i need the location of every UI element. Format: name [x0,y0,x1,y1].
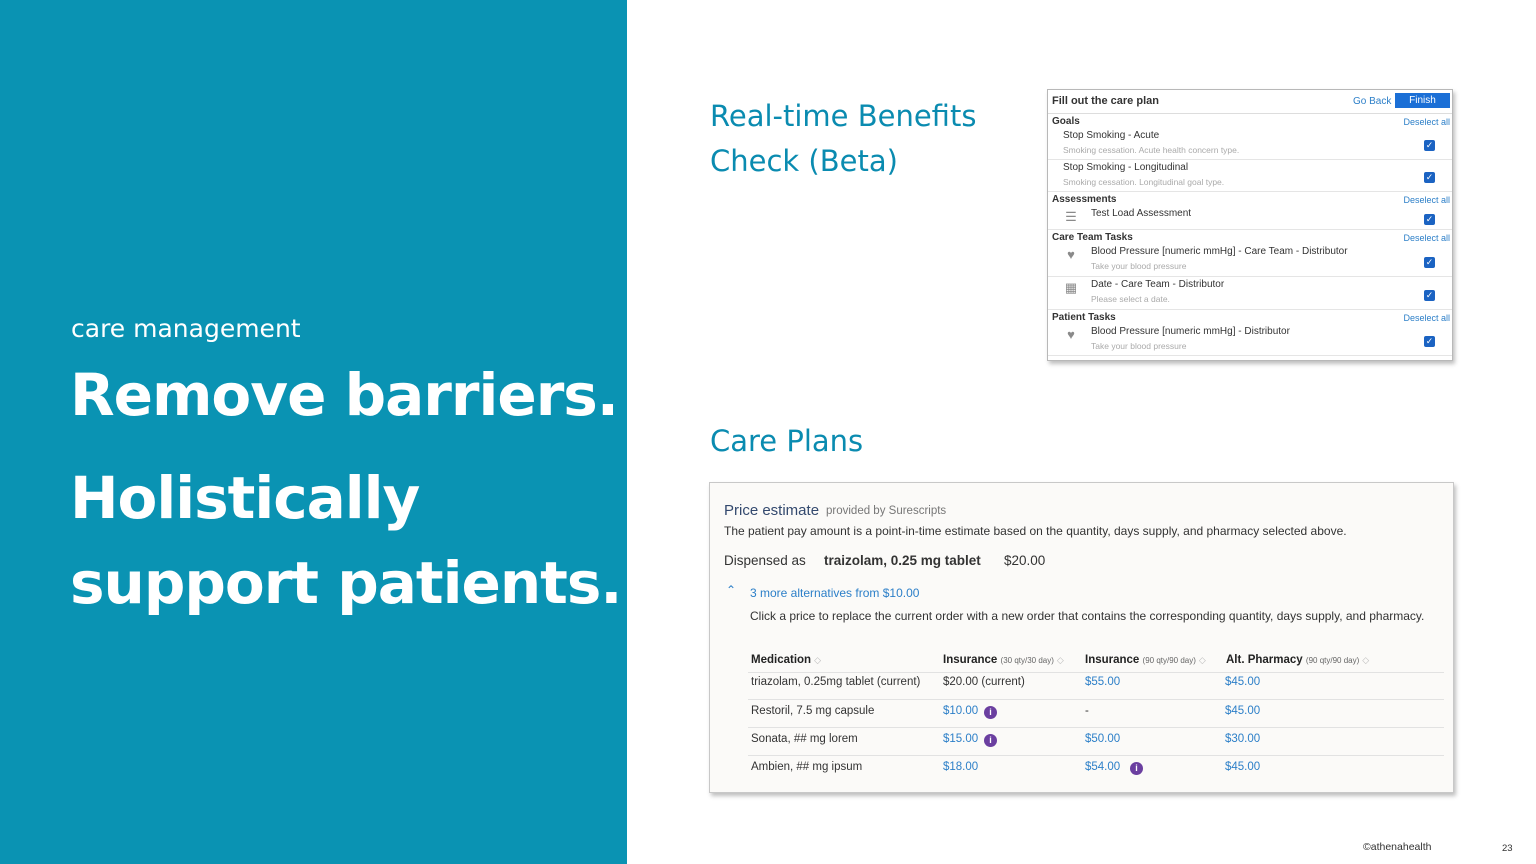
care-plan-item[interactable] [1048,277,1452,310]
care-plan-group-header [1048,310,1452,324]
table-row-divider [748,699,1444,700]
heart-icon: ♥ [1067,327,1075,342]
group-name: Care Team Tasks [1052,232,1133,243]
table-cell-ins30: $20.00 (current) [943,676,1025,688]
table-cell-ins90[interactable]: $54.00 [1085,761,1121,773]
col-header-insurance-30[interactable] [943,654,1064,666]
group-name: Goals [1052,116,1080,127]
dispensed-drug: traizolam, 0.25 mg tablet [824,553,981,568]
care-plan-item-description: Smoking cessation. Acute health concern type. [1063,145,1240,155]
heart-icon: ♥ [1067,247,1075,262]
go-back-link[interactable]: Go Back [1353,96,1392,107]
more-alternatives-link[interactable]: 3 more alternatives from $10.00 [750,586,920,600]
copyright-text: athenahealth [1370,841,1432,853]
table-cell-alt[interactable]: $45.00 [1225,761,1261,773]
eyebrow-label: care management [71,314,301,343]
sort-icon[interactable]: ◇ [1198,655,1206,665]
care-plan-item[interactable] [1048,324,1452,356]
price-estimate-card [709,482,1454,793]
table-cell-ins90[interactable]: $50.00 [1085,733,1121,745]
table-cell-ins30[interactable]: $15.00 [943,733,979,745]
care-plan-group-header [1048,114,1452,128]
price-description: The patient pay amount is a point-in-time estimate based on the quantity, days supply, and pharmacy selected above. [724,524,1347,538]
table-cell-alt[interactable]: $45.00 [1225,676,1261,688]
care-plan-item[interactable] [1048,128,1452,160]
checkbox[interactable]: ✓ [1425,257,1434,267]
care-plan-item-description: Please select a date. [1091,294,1170,304]
care-plan-item-description: Take your blood pressure [1091,261,1187,271]
headline-holistically: Holistically [70,464,420,532]
col-header-insurance-90[interactable] [1085,654,1206,666]
col-header-insurance-90-label: Insurance [1085,654,1140,666]
care-plan-group-header [1048,230,1452,244]
table-cell-ins90: - [1085,705,1089,717]
care-plan-item-name: Test Load Assessment [1091,208,1192,219]
headline-remove-barriers: Remove barriers. [70,361,618,429]
table-row-divider [748,727,1444,728]
deselect-all-link[interactable]: Deselect all [1403,195,1450,205]
col-header-insurance-30-qty: (30 qty/30 day) [1000,656,1054,665]
group-name: Patient Tasks [1052,312,1116,323]
sort-icon[interactable]: ◇ [814,655,821,665]
deselect-all-link[interactable]: Deselect all [1403,313,1450,323]
care-plans-title: Care Plans [710,424,864,458]
table-cell-alt[interactable]: $30.00 [1225,733,1261,745]
care-plan-item[interactable] [1048,160,1452,192]
dispensed-label: Dispensed as [724,553,806,568]
chevron-up-icon[interactable]: ⌃ [726,583,737,597]
care-plan-group [1048,230,1452,310]
care-plan-group-header [1048,192,1452,206]
page-number: 23 [1502,843,1513,854]
sort-icon[interactable]: ◇ [1362,655,1370,665]
rtb-title [710,94,1010,184]
deselect-all-link[interactable]: Deselect all [1403,233,1450,243]
care-plan-item-description: Take your blood pressure [1091,341,1187,351]
table-cell-alt[interactable]: $45.00 [1225,705,1261,717]
headline-support-patients: support patients. [70,549,622,617]
checkbox[interactable]: ✓ [1425,140,1434,150]
info-icon[interactable]: i [984,706,997,719]
checkbox[interactable]: ✓ [1425,172,1434,182]
care-plan-item-name: Stop Smoking - Longitudinal [1063,162,1189,173]
finish-button[interactable]: Finish [1395,93,1450,108]
care-plan-group [1048,114,1452,192]
care-plan-header [1048,90,1452,114]
checkbox[interactable]: ✓ [1425,290,1434,300]
table-row-divider [748,672,1444,673]
table-row-divider [748,755,1444,756]
col-header-alt-pharmacy[interactable] [1226,654,1369,666]
rtb-title-line2: Check (Beta) [710,144,898,178]
checkbox[interactable]: ✓ [1425,336,1434,346]
col-header-medication[interactable] [751,654,821,666]
calendar-icon: ▦ [1064,280,1078,295]
col-header-alt-pharmacy-label: Alt. Pharmacy [1226,654,1303,666]
table-cell-med: Sonata, ## mg lorem [751,733,858,745]
care-plan-group [1048,310,1452,356]
price-provider: provided by Surescripts [826,505,947,517]
care-plan-item[interactable] [1048,206,1452,230]
info-icon[interactable]: i [984,734,997,747]
left-panel [0,0,627,864]
care-plan-group [1048,192,1452,230]
care-plan-item-name: Date - Care Team - Distributor [1091,279,1225,290]
care-plan-title: Fill out the care plan [1052,95,1159,107]
table-cell-ins90[interactable]: $55.00 [1085,676,1121,688]
group-name: Assessments [1052,194,1117,205]
table-cell-med: Restoril, 7.5 mg capsule [751,705,875,717]
list-icon: ☰ [1065,209,1077,224]
table-cell-med: Ambien, ## mg ipsum [751,761,863,773]
table-cell-ins30[interactable]: $18.00 [943,761,979,773]
col-header-medication-label: Medication [751,654,812,666]
sort-icon[interactable]: ◇ [1056,655,1064,665]
care-plan-card [1047,89,1453,361]
rtb-title-line1: Real-time Benefits [710,99,977,133]
care-plan-item-description: Smoking cessation. Longitudinal goal type. [1063,177,1225,187]
col-header-alt-pharmacy-qty: (90 qty/90 day) [1305,656,1360,665]
col-header-insurance-90-qty: (90 qty/90 day) [1142,656,1196,665]
care-plan-item-name: Blood Pressure [numeric mmHg] - Care Team - Distributor [1091,246,1348,257]
care-plan-item-name: Blood Pressure [numeric mmHg] - Distributor [1091,326,1290,337]
dispensed-price: $20.00 [1004,553,1046,568]
deselect-all-link[interactable]: Deselect all [1403,117,1450,127]
info-icon[interactable]: i [1130,762,1143,775]
table-cell-ins30[interactable]: $10.00 [943,705,979,717]
care-plan-item-name: Stop Smoking - Acute [1063,130,1160,141]
checkbox[interactable]: ✓ [1425,214,1434,224]
col-header-insurance-30-label: Insurance [943,654,998,666]
care-plan-item[interactable] [1048,244,1452,277]
table-cell-med: triazolam, 0.25mg tablet (current) [751,676,921,688]
click-price-note: Click a price to replace the current order with a new order that contains the corresponding quantity, days supply, and pharmacy. [750,609,1425,623]
copyright-footer: ©athenahealth [1363,841,1432,853]
price-estimate-title: Price estimate [724,502,820,519]
